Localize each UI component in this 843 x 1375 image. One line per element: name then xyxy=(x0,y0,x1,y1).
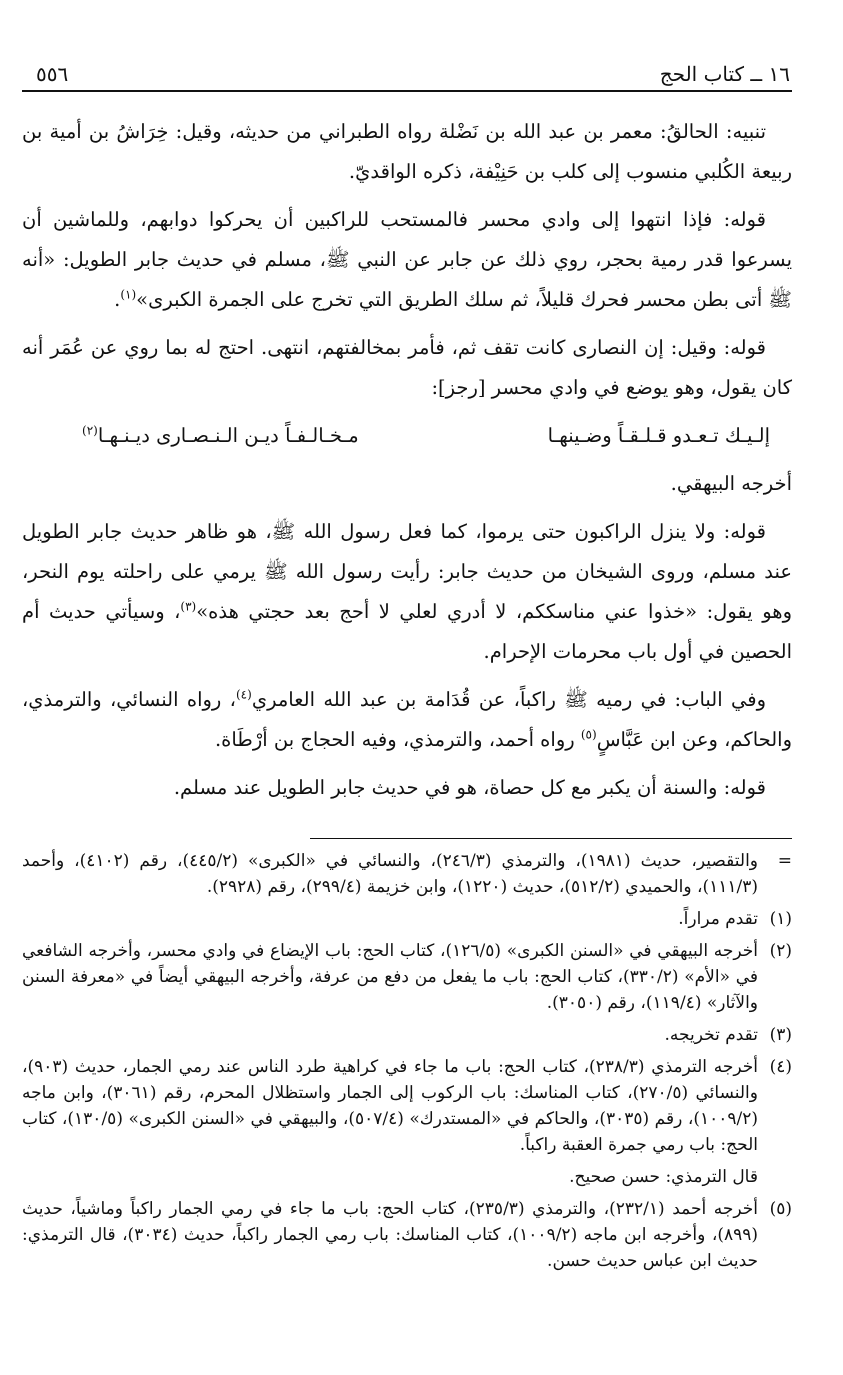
paragraph-text: قوله: والسنة أن يكبر مع كل حصاة، هو في حديث جابر الطويل عند مسلم. xyxy=(173,776,766,799)
footnotes xyxy=(22,848,792,1280)
footnote-number: (٢) xyxy=(769,941,792,961)
footnote-2 xyxy=(22,938,792,1016)
footnote-text: أخرجه الترمذي (٢٣٨/٣)، كتاب الحج: باب ما جاء في كراهية طرد الناس عند رمي الجمار، حديث (٩٠٣)، والنسائي (٢٧٠/٥)، كتاب المناسك: باب الركوب إلى الجمار واستظلال المحرم، رقم (٣٠٦١)، وابن ماجه (١٠٠٩/٢)، رقم (٣٠٣٥)، والحاكم في «المستدرك» (٥٠٧/٤)، والبيهقي في «السنن الكبرى» (١٣٠/٥)، كتاب الحج: باب رمي جمرة العقبة راكباً. xyxy=(22,1057,758,1155)
footnote-3 xyxy=(22,1022,792,1048)
footnote-number: (٤) xyxy=(769,1057,792,1077)
paragraph-text: وفي الباب: في رميه ﷺ راكباً، عن قُدَامة بن عبد الله العامري xyxy=(251,688,766,711)
paragraph-text: قوله: ولا ينزل الراكبون حتى يرموا، كما فعل رسول الله ﷺ، هو ظاهر حديث جابر الطويل عند مسلم، وروى الشيخان من حديث جابر: رأيت رسول الله ﷺ يرمي على راحلته يوم النحر، وهو يقول: «خذوا عني مناسككم، لا أدري لعلي لا أحج بعد حجتي هذه» xyxy=(22,520,792,623)
footnote-5 xyxy=(22,1196,792,1274)
footnote-continuation xyxy=(22,848,792,900)
paragraph-text: أخرجه البيهقي. xyxy=(670,472,792,495)
verse-first-hemistich: إلـيـك تـعـدو قـلـقـاً وضـينهـا xyxy=(547,424,770,447)
footnote-ref[interactable]: (٥) xyxy=(580,727,597,742)
footnote-separator xyxy=(310,838,792,839)
paragraph-bayhaqi xyxy=(22,464,792,504)
footnote-number: (١) xyxy=(769,909,792,929)
paragraph-ramy xyxy=(22,512,792,672)
footnote-ref[interactable]: (٣) xyxy=(180,599,197,614)
footnote-number: (٣) xyxy=(769,1025,792,1045)
footnote-ref[interactable]: (٤) xyxy=(235,687,252,702)
paragraph-text: تنبيه: الحالقُ: معمر بن عبد الله بن نَضْلة رواه الطبراني من حديثه، وقيل: خِرَاشُ بن أمية بن ربيعة الكُلبي منسوب إلى كلب بن حَنِيْفة، ذكره الواقديّ. xyxy=(22,120,792,183)
footnote-ref[interactable]: (٢) xyxy=(82,423,98,438)
page-header xyxy=(22,56,792,92)
page-number: ٥٥٦ xyxy=(36,62,69,86)
paragraph-text: رواه أحمد، والترمذي، وفيه الحجاج بن أرْطَاة. xyxy=(214,728,581,751)
verse-second-hemistich: مـخـالـفـاً ديـن الـنـصـارى ديـنـهـا xyxy=(97,424,359,447)
paragraph-text: قوله: وقيل: إن النصارى كانت تقف ثم، فأمر بمخالفتهم، انتهى. احتج له بما روي عن عُمَر أنه كان يقول، وهو يوضع في وادي محسر [رجز]: xyxy=(22,336,792,399)
footnote-text: والتقصير، حديث (١٩٨١)، والترمذي (٢٤٦/٣)، والنسائي في «الكبرى» (٤٤٥/٢)، رقم (٤١٠٢)، وأحمد (١١١/٣)، والحميدي (٥١٢/٢)، حديث (١٢٢٠)، وابن خزيمة (٢٩٩/٤)، رقم (٢٩٢٨). xyxy=(22,851,758,897)
footnote-ref[interactable]: (١) xyxy=(120,287,137,302)
paragraph-note-halq xyxy=(22,112,792,192)
paragraph-text: ، وسيأتي حديث أم الحصين في أول باب محرمات الإحرام. xyxy=(22,600,792,663)
running-title: ١٦ ــ كتاب الحج xyxy=(659,62,790,86)
paragraph-wadi-muhassir: قوله: فإذا انتهوا إلى وادي محسر فالمستحب للراكبين أن يحركوا دوابهم، وللماشين أن يسرعوا قدر رمية بحجر، روي ذلك عن جابر عن النبي ﷺ، مسلم في حديث جابر الطويل: «أنه ﷺ أتى بطن محسر فحرك قليلاً، ثم سلك الطريق التي تخرج على الجمرة الكبرى»$^{(١)}$. xyxy=(22,208,792,311)
paragraph-takbir xyxy=(22,768,792,808)
paragraph-bab xyxy=(22,680,792,760)
footnote-text: تقدم مراراً. xyxy=(678,909,758,929)
footnote-number: = xyxy=(777,851,792,871)
footnote-text: أخرجه أحمد (٢٣٢/١)، والترمذي (٢٣٥/٣)، كتاب الحج: باب ما جاء في رمي الجمار راكباً وماشياً، حديث (٨٩٩)، وأخرجه ابن ماجه (١٠٠٩/٢)، كتاب المناسك: باب رمي الجمار راكباً، حديث (٣٠٣٤)، قال الترمذي: حديث ابن عباس حديث حسن. xyxy=(22,1199,758,1271)
footnote-4-remark xyxy=(22,1164,792,1190)
poem-verse xyxy=(22,416,792,456)
paragraph-text: ، رواه النسائي، والترمذي، والحاكم، وعن ابن عَبَّاسٍ xyxy=(22,688,792,751)
paragraph-text: قوله: فإذا انتهوا إلى وادي محسر فالمستحب للراكبين أن يحركوا دوابهم، وللماشين أن يسرعوا قدر رمية بحجر، روي ذلك عن جابر عن النبي ﷺ، مسلم في حديث جابر الطويل: «أنه ﷺ أتى بطن محسر فحرك قليلاً، ثم سلك الطريق التي تخرج على الجمرة الكبرى» xyxy=(22,208,792,311)
footnote-4 xyxy=(22,1054,792,1158)
footnote-text: أخرجه البيهقي في «السنن الكبرى» (١٢٦/٥)، كتاب الحج: باب الإيضاع في وادي محسر، وأخرجه الشافعي في «الأم» (٣٣٠/٢)، كتاب الحج: باب ما يفعل من دفع من عرفة، وأخرجه البيهقي أيضاً في «معرفة السنن والآثار» (١١٩/٤)، رقم (٣٠٥٠). xyxy=(22,941,758,1013)
footnote-1 xyxy=(22,906,792,932)
footnote-text: قال الترمذي: حسن صحيح. xyxy=(569,1167,758,1187)
verse-second-wrap xyxy=(82,416,359,456)
main-text xyxy=(22,112,792,816)
footnote-number: (٥) xyxy=(769,1199,792,1219)
footnote-text: تقدم تخريجه. xyxy=(664,1025,758,1045)
paragraph-nasara xyxy=(22,328,792,408)
